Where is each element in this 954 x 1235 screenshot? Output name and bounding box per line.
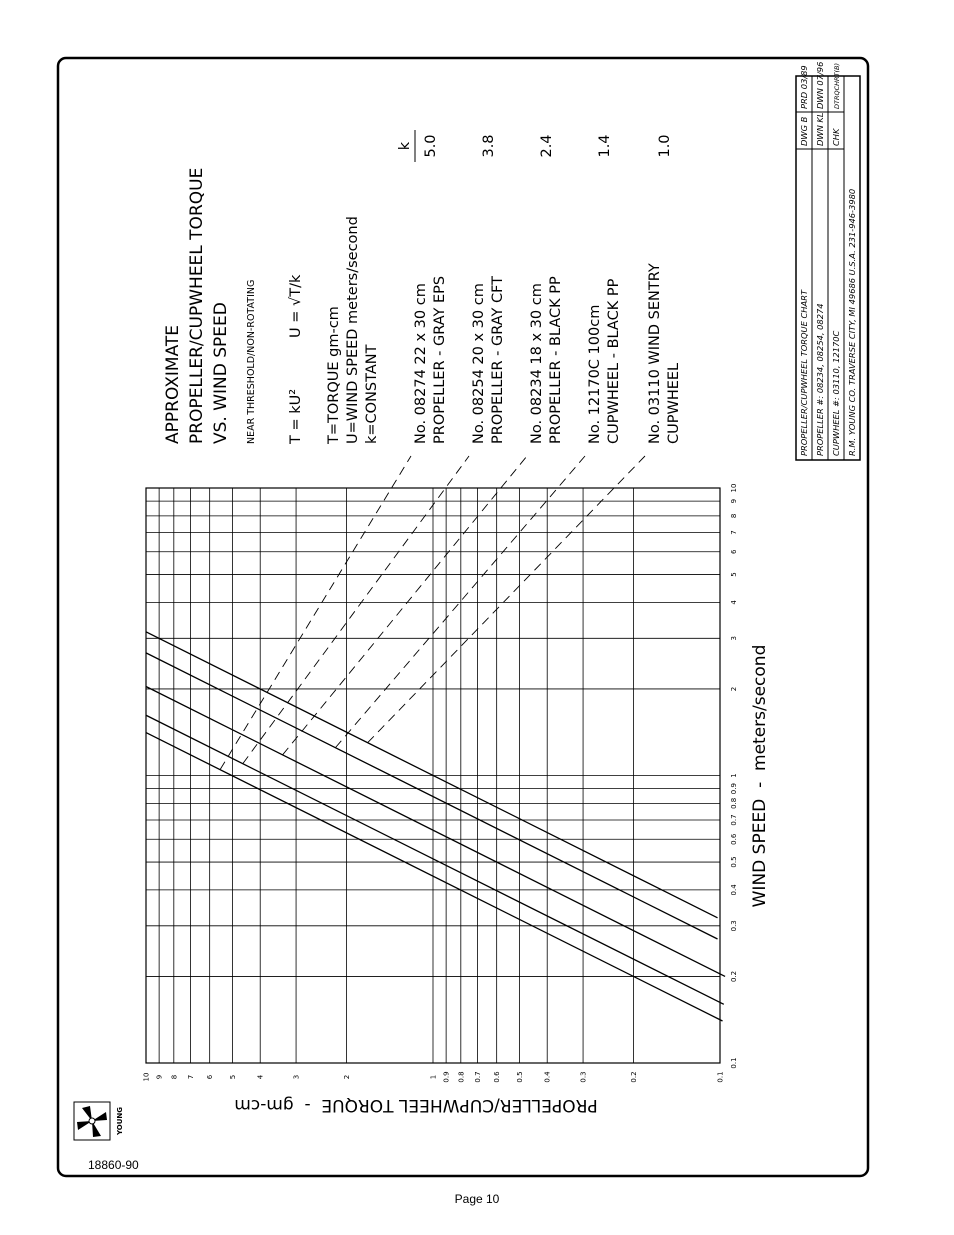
torque-curve (146, 653, 718, 939)
torque-tick-label: 5 (228, 1074, 237, 1080)
heading-line2: PROPELLER/CUPWHEEL TORQUE (187, 167, 207, 444)
speed-tick-label: 10 (730, 483, 738, 493)
series-k-value: 2.4 (539, 134, 555, 158)
formula-torque: T = kU² (288, 388, 304, 444)
torque-curves (146, 632, 725, 1021)
leader-line (243, 456, 469, 764)
torque-tick-label: 8 (170, 1074, 179, 1080)
tb-file: DTRQCHRT(B) (833, 62, 841, 109)
series-k-value: 1.0 (657, 134, 673, 158)
formula-speed: U = √T/k (288, 274, 304, 338)
heading-note: NEAR THRESHOLD/NON-ROTATING (246, 279, 257, 444)
series-k-value: 3.8 (481, 134, 497, 158)
tb-company: R.M. YOUNG CO. TRAVERSE CITY, MI 49686 U.S.A. 231-946-3980 (847, 188, 857, 456)
tb-dwg: DWG B (799, 116, 809, 146)
tb-dwn-date: DWN 07/96 (815, 61, 825, 109)
series-model: No. 12170C 100cm (587, 304, 603, 444)
series-description: CUPWHEEL (666, 362, 682, 444)
torque-tick-label: 0.9 (442, 1071, 451, 1083)
speed-tick-label: 0.6 (730, 833, 738, 845)
speed-tick-label: 1 (730, 773, 738, 778)
series-description: PROPELLER - BLACK PP (548, 276, 564, 444)
heading-line1: APPROXIMATE (163, 325, 183, 444)
series-k-value: 5.0 (423, 134, 439, 158)
torque-tick-label: 7 (186, 1074, 195, 1080)
x-axis-label: WIND SPEED - meters/second (750, 644, 770, 908)
sheet-border (58, 58, 868, 1176)
speed-tick-label: 0.5 (730, 856, 738, 868)
speed-tick-label: 0.9 (730, 783, 738, 795)
def-constant: k=CONSTANT (364, 344, 380, 444)
torque-curve (146, 686, 725, 976)
speed-tick-label: 5 (730, 572, 738, 577)
speed-tick-label: 0.8 (730, 797, 738, 809)
speed-tick-label: 0.2 (730, 970, 738, 983)
speed-tick-label: 2 (730, 686, 738, 692)
series-model: No. 08254 20 x 30 cm (471, 283, 487, 444)
torque-tick-label: 0.7 (473, 1071, 482, 1083)
series-description: PROPELLER - GRAY EPS (432, 275, 448, 444)
torque-tick-label: 4 (256, 1074, 265, 1080)
torque-tick-label: 9 (155, 1074, 164, 1080)
speed-tick-label: 7 (730, 530, 738, 535)
tb-propeller: PROPELLER #: 08234, 08254, 08274 (815, 303, 825, 456)
torque-tick-label: 2 (343, 1074, 352, 1080)
leader-line (220, 456, 411, 769)
series-k-value: 1.4 (597, 134, 613, 158)
series-model: No. 08234 18 x 30 cm (529, 283, 545, 444)
speed-tick-label: 0.1 (730, 1057, 738, 1069)
speed-tick-label: 9 (730, 498, 738, 504)
def-torque: T=TORQUE gm-cm (326, 306, 342, 444)
series-model: No. 08274 22 x 30 cm (413, 283, 429, 444)
speed-tick-label: 0.4 (730, 884, 738, 896)
torque-tick-label: 10 (142, 1072, 151, 1082)
y-axis-label: PROPELLER/CUPWHEEL TORQUE - gm-cm (234, 1095, 598, 1115)
torque-tick-label: 3 (292, 1074, 301, 1080)
speed-tick-label: 6 (730, 549, 738, 555)
speed-tick-label: 0.3 (730, 920, 738, 932)
k-header: k (397, 141, 413, 151)
tb-dwn: DWN KL (815, 112, 825, 146)
speed-tick-label: 3 (730, 636, 738, 641)
def-speed: U=WIND SPEED meters/second (345, 216, 361, 444)
series-description: CUPWHEEL - BLACK PP (606, 278, 622, 444)
series-description: PROPELLER - GRAY CFT (490, 275, 506, 444)
torque-tick-label: 0.4 (543, 1071, 552, 1083)
series-labels (413, 134, 682, 444)
torque-ticks (143, 1071, 725, 1083)
tb-chk: CHK (831, 128, 841, 146)
logo-text: YOUNG (116, 1106, 124, 1136)
torque-tick-label: 0.3 (579, 1071, 588, 1083)
torque-tick-label: 0.6 (493, 1071, 502, 1083)
speed-tick-label: 8 (730, 513, 738, 519)
tb-prd: PRD 03/89 (799, 65, 809, 109)
wind-speed-ticks (730, 484, 738, 1069)
series-model: No. 03110 WIND SENTRY (647, 263, 663, 444)
torque-tick-label: 1 (429, 1074, 438, 1080)
torque-tick-label: 0.2 (630, 1071, 639, 1083)
heading-line3: VS. WIND SPEED (211, 302, 231, 444)
torque-tick-label: 6 (206, 1074, 215, 1080)
speed-tick-label: 4 (730, 600, 738, 605)
document-number: 18860-90 (88, 1158, 139, 1172)
heading-block (163, 130, 415, 445)
tb-cupwheel: CUPWHEEL #: 03110, 12170C (831, 330, 841, 456)
page-number: Page 10 (454, 1192, 500, 1206)
young-logo (74, 1102, 124, 1140)
torque-tick-label: 0.5 (515, 1071, 524, 1083)
speed-tick-label: 0.7 (730, 814, 738, 826)
torque-tick-label: 0.8 (457, 1071, 466, 1083)
torque-tick-label: 0.1 (716, 1071, 725, 1083)
tb-title: PROPELLER/CUPWHEEL TORQUE CHART (799, 289, 809, 456)
